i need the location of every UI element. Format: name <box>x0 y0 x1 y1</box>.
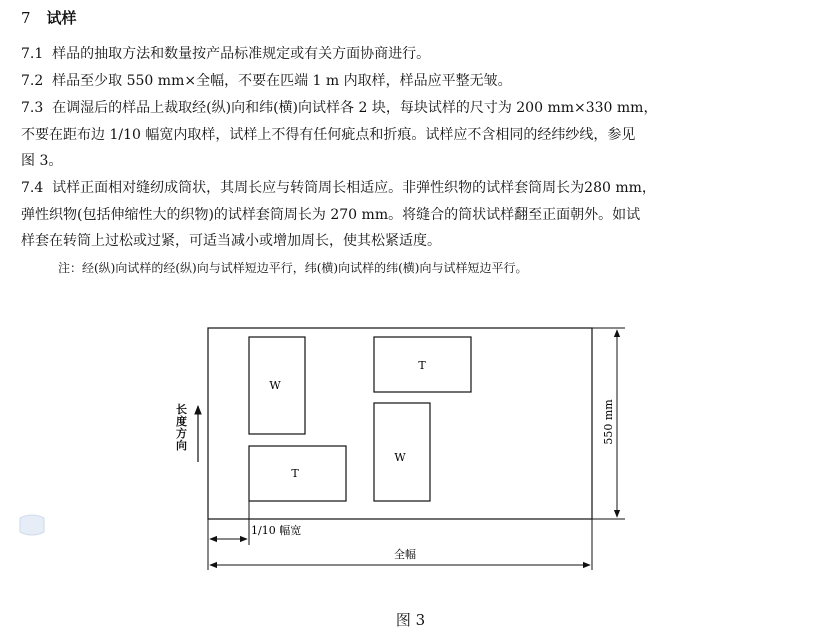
paragraph-number: 7.1 <box>21 46 44 62</box>
paragraph-text-continued: 样套在转筒上过松或过紧，可适当减小或增加周长，使其松紧适度。 <box>21 233 441 249</box>
figure-caption: 图 3 <box>395 611 426 629</box>
paragraph-number: 7.3 <box>21 100 44 116</box>
section-title: 试样 <box>46 9 77 27</box>
paragraph-number: 7.4 <box>21 180 44 196</box>
specimen-t1-label: T <box>418 359 426 372</box>
paragraph-text-continued: 不要在距布边 1/10 幅宽内取样，试样上不得有任何疵点和折痕。试样应不含相同的经纬纱线，参见 <box>21 127 636 143</box>
specimen-t2-label: T <box>291 467 299 480</box>
paragraph-text: 样品至少取 550 mm×全幅，不要在匹端 1 m 内取样，样品应平整无皱。 <box>52 73 512 89</box>
paragraph-text: 在调湿后的样品上裁取经(纵)向和纬(横)向试样各 2 块，每块试样的尺寸为 200 mm×330 mm， <box>52 100 658 116</box>
specimen-w2-label: W <box>394 451 406 464</box>
width-dimension-label: 全幅 <box>394 548 416 561</box>
section-number: 7 <box>21 9 31 27</box>
paragraph-text-continued: 弹性织物(包括伸缩性大的织物)的试样套筒周长为 270 mm。将缝合的筒状试样翻至正面朝外。如试 <box>21 207 641 223</box>
paragraph-number: 7.2 <box>21 73 44 89</box>
watermark-logo-icon <box>18 514 46 536</box>
paragraph-text: 样品的抽取方法和数量按产品标准规定或有关方面协商进行。 <box>52 46 431 62</box>
length-direction-label: 长度方向 <box>176 403 187 452</box>
fabric-sample-outline <box>208 328 592 519</box>
height-dimension-label: 550 mm <box>602 399 615 445</box>
note-text: 注：经(纵)向试样的经(纵)向与试样短边平行，纬(横)向试样的纬(横)向与试样短边平行。 <box>58 261 528 275</box>
edge-dimension-label: 1/10 幅宽 <box>251 524 302 537</box>
paragraph-text: 试样正面相对缝纫成筒状，其周长应与转筒周长相适应。非弹性织物的试样套筒周长为280 mm， <box>52 180 656 196</box>
specimen-w1-label: W <box>269 379 281 392</box>
paragraph-text-continued: 图 3。 <box>21 153 63 169</box>
